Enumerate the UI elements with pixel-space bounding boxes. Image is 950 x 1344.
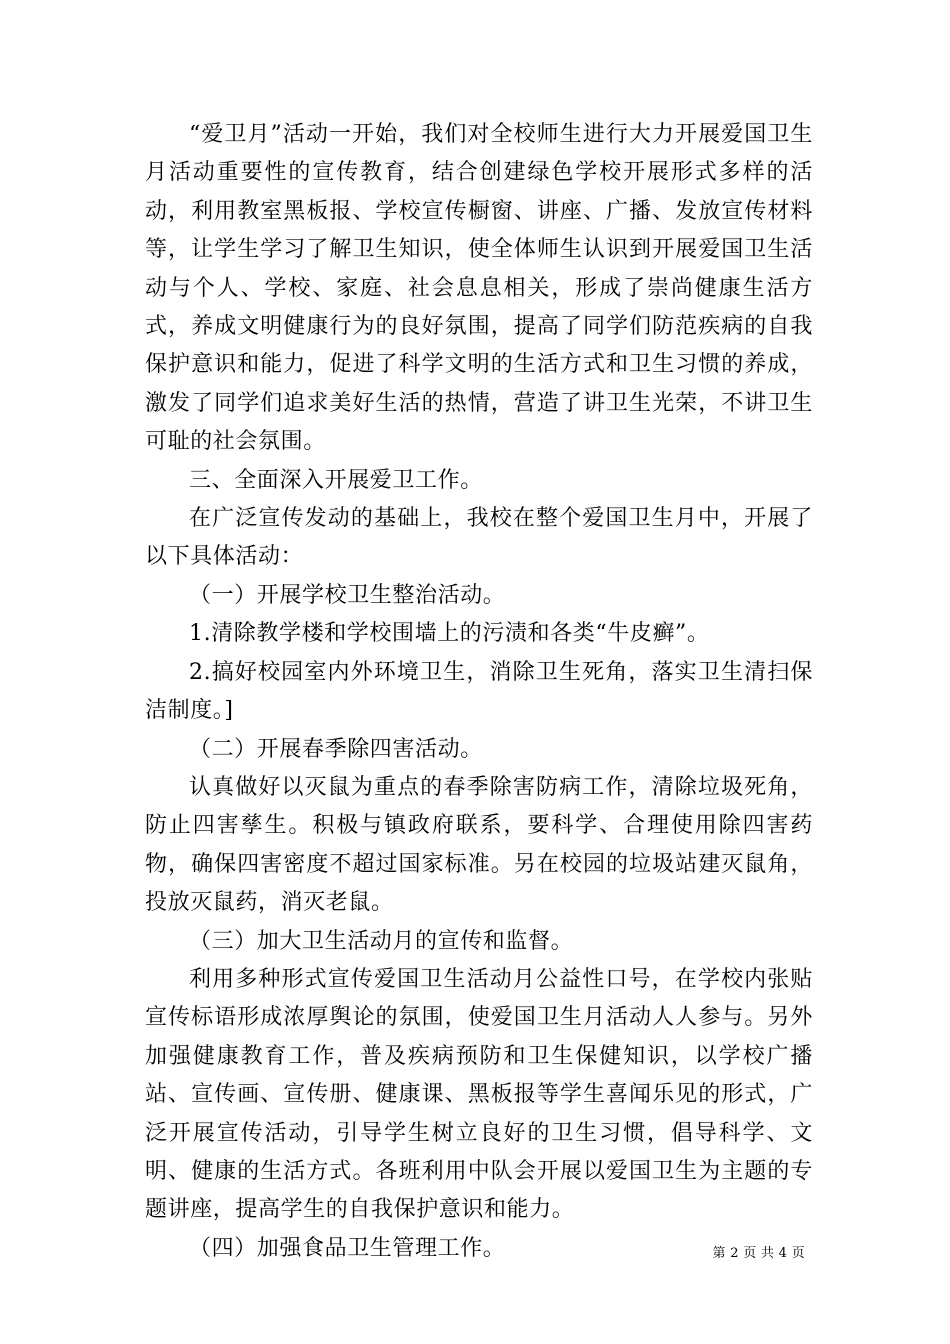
paragraph-promotion: 利用多种形式宣传爱国卫生活动月公益性口号，在学校内张贴宣传标语形成浓厚舆论的氛围，使爱国卫生月活动人人参与。另外加强健康教育工作，普及疾病预防和卫生保健知识，以学校广播站、宣传画、宣传册、健康课、黑板报等学生喜闻乐见的形式，广泛开展宣传活动，引导学生树立良好的卫生习惯，倡导科学、文明、健康的生活方式。各班利用中队会开展以爱国卫生为主题的专题讲座，提高学生的自我保护意识和能力。 — [145, 966, 813, 1223]
list-item-1: 1.清除教学楼和学校围墙上的污渍和各类“牛皮癣”。 — [189, 621, 710, 647]
list-item-2: 2.搞好校园室内外环境卫生，消除卫生死角，落实卫生清扫保洁制度。] — [145, 659, 813, 724]
document-body — [145, 116, 813, 1268]
subheading-four: （四）加强食品卫生管理工作。 — [189, 1235, 506, 1261]
paragraph-publicity: “爱卫月”活动一开始，我们对全校师生进行大力开展爱国卫生月活动重要性的宣传教育，结合创建绿色学校开展形式多样的活动，利用教室黑板报、学校宣传橱窗、讲座、广播、发放宣传材料等，让学生学习了解卫生知识，使全体师生认识到开展爱国卫生活动与个人、学校、家庭、社会息息相关，形成了崇尚健康生活方式，养成文明健康行为的良好氛围，提高了同学们防范疾病的自我保护意识和能力，促进了科学文明的生活方式和卫生习惯的养成，激发了同学们追求美好生活的热情，营造了讲卫生光荣，不讲卫生可耻的社会氛围。 — [145, 122, 813, 455]
subheading-three: （三）加大卫生活动月的宣传和监督。 — [189, 928, 574, 954]
paragraph-pest-control: 认真做好以灭鼠为重点的春季除害防病工作，清除垃圾死角，防止四害孳生。积极与镇政府联系，要科学、合理使用除四害药物，确保四害密度不超过国家标准。另在校园的垃圾站建灭鼠角，投放灭鼠药，消灭老鼠。 — [145, 774, 813, 916]
subheading-one: （一）开展学校卫生整治活动。 — [189, 582, 506, 608]
paragraph-intro: 在广泛宣传发动的基础上，我校在整个爱国卫生月中，开展了以下具体活动： — [145, 506, 813, 570]
page-number: 第 2 页 共 4 页 — [712, 1246, 805, 1261]
heading-section-three: 三、全面深入开展爱卫工作。 — [189, 467, 483, 493]
subheading-two: （二）开展春季除四害活动。 — [189, 736, 483, 762]
